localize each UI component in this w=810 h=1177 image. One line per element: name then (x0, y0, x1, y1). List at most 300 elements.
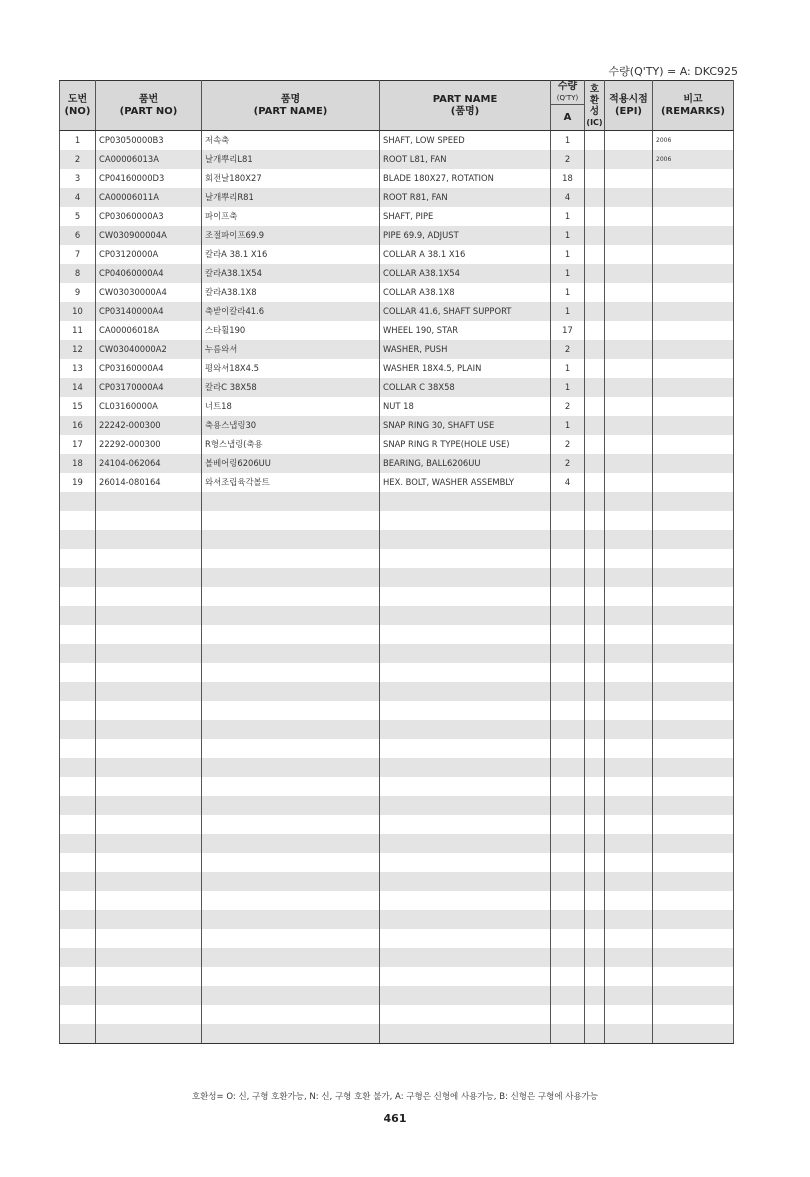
cell-part-name-ko: 칼라A38.1X8 (202, 283, 380, 302)
empty-cell (605, 530, 653, 549)
empty-cell (605, 815, 653, 834)
cell-remarks (653, 340, 734, 359)
empty-cell (585, 815, 605, 834)
empty-row (60, 492, 734, 511)
cell-epi (605, 169, 653, 188)
empty-cell (380, 948, 551, 967)
empty-cell (96, 606, 202, 625)
empty-cell (551, 644, 585, 663)
empty-cell (202, 986, 380, 1005)
cell-part-name-en: ROOT R81, FAN (380, 188, 551, 207)
cell-ic (585, 169, 605, 188)
empty-cell (60, 891, 96, 910)
empty-cell (202, 530, 380, 549)
cell-epi (605, 359, 653, 378)
empty-cell (653, 587, 734, 606)
empty-cell (605, 739, 653, 758)
empty-cell (380, 815, 551, 834)
cell-remarks (653, 321, 734, 340)
empty-cell (60, 739, 96, 758)
cell-part-name-en: SNAP RING 30, SHAFT USE (380, 416, 551, 435)
empty-cell (653, 853, 734, 872)
cell-remarks: 2006 (653, 150, 734, 169)
cell-remarks (653, 302, 734, 321)
empty-cell (96, 1005, 202, 1024)
cell-part-name-ko: 파이프축 (202, 207, 380, 226)
empty-cell (380, 739, 551, 758)
empty-cell (60, 625, 96, 644)
cell-no: 14 (60, 378, 96, 397)
empty-cell (653, 1024, 734, 1044)
cell-qty: 17 (551, 321, 585, 340)
empty-row (60, 663, 734, 682)
empty-cell (605, 929, 653, 948)
empty-cell (551, 568, 585, 587)
empty-cell (96, 701, 202, 720)
empty-cell (585, 1024, 605, 1044)
empty-cell (96, 986, 202, 1005)
empty-cell (605, 967, 653, 986)
empty-cell (380, 967, 551, 986)
empty-cell (380, 891, 551, 910)
cell-part-name-en: COLLAR C 38X58 (380, 378, 551, 397)
empty-cell (605, 549, 653, 568)
empty-cell (202, 663, 380, 682)
empty-cell (380, 758, 551, 777)
empty-cell (551, 872, 585, 891)
table-row (60, 283, 734, 302)
cell-epi (605, 226, 653, 245)
cell-part-name-en: BLADE 180X27, ROTATION (380, 169, 551, 188)
empty-cell (202, 739, 380, 758)
cell-qty: 2 (551, 340, 585, 359)
empty-cell (551, 910, 585, 929)
cell-ic (585, 416, 605, 435)
cell-part-no: CA00006011A (96, 188, 202, 207)
cell-qty: 1 (551, 226, 585, 245)
empty-cell (96, 815, 202, 834)
cell-part-name-en: WHEEL 190, STAR (380, 321, 551, 340)
cell-remarks (653, 473, 734, 492)
empty-cell (380, 606, 551, 625)
header-qty: 수량 (Q'TY) (551, 81, 585, 105)
empty-cell (551, 796, 585, 815)
empty-cell (551, 948, 585, 967)
cell-qty: 1 (551, 207, 585, 226)
cell-no: 11 (60, 321, 96, 340)
empty-row (60, 777, 734, 796)
empty-row (60, 701, 734, 720)
cell-no: 12 (60, 340, 96, 359)
empty-cell (380, 986, 551, 1005)
empty-cell (653, 511, 734, 530)
header-remarks: 비고 (REMARKS) (653, 81, 734, 131)
empty-cell (585, 777, 605, 796)
cell-part-name-ko: 날개뿌리L81 (202, 150, 380, 169)
empty-cell (380, 853, 551, 872)
cell-part-name-ko: 날개뿌리R81 (202, 188, 380, 207)
empty-cell (380, 568, 551, 587)
table-row (60, 245, 734, 264)
empty-cell (202, 1024, 380, 1044)
table-row (60, 131, 734, 151)
cell-ic (585, 454, 605, 473)
empty-cell (60, 910, 96, 929)
empty-cell (380, 834, 551, 853)
cell-part-no: CW030900004A (96, 226, 202, 245)
table-row (60, 188, 734, 207)
empty-cell (585, 872, 605, 891)
table-row (60, 397, 734, 416)
cell-no: 5 (60, 207, 96, 226)
empty-cell (202, 549, 380, 568)
empty-cell (605, 1024, 653, 1044)
cell-ic (585, 245, 605, 264)
cell-qty: 2 (551, 435, 585, 454)
empty-cell (96, 530, 202, 549)
cell-remarks (653, 283, 734, 302)
cell-no: 15 (60, 397, 96, 416)
empty-cell (60, 777, 96, 796)
empty-cell (653, 682, 734, 701)
empty-cell (380, 872, 551, 891)
empty-cell (96, 891, 202, 910)
cell-part-name-ko: 조절파이프69.9 (202, 226, 380, 245)
cell-part-no: 22292-000300 (96, 435, 202, 454)
table-row (60, 302, 734, 321)
empty-cell (551, 492, 585, 511)
empty-cell (605, 606, 653, 625)
cell-remarks (653, 378, 734, 397)
empty-cell (585, 644, 605, 663)
empty-cell (605, 986, 653, 1005)
empty-cell (585, 492, 605, 511)
empty-cell (605, 910, 653, 929)
cell-part-name-en: BEARING, BALL6206UU (380, 454, 551, 473)
cell-part-name-en: COLLAR A38.1X54 (380, 264, 551, 283)
empty-cell (585, 891, 605, 910)
empty-cell (653, 948, 734, 967)
cell-qty: 1 (551, 283, 585, 302)
cell-ic (585, 321, 605, 340)
empty-cell (551, 834, 585, 853)
table-row (60, 340, 734, 359)
empty-cell (551, 739, 585, 758)
table-row (60, 454, 734, 473)
cell-remarks (653, 245, 734, 264)
empty-cell (585, 796, 605, 815)
empty-row (60, 739, 734, 758)
cell-qty: 2 (551, 397, 585, 416)
empty-row (60, 815, 734, 834)
cell-part-name-ko: 누름와셔 (202, 340, 380, 359)
empty-cell (60, 815, 96, 834)
cell-qty: 2 (551, 454, 585, 473)
empty-cell (96, 758, 202, 777)
empty-cell (202, 948, 380, 967)
empty-cell (585, 720, 605, 739)
empty-cell (585, 606, 605, 625)
cell-remarks (653, 264, 734, 283)
empty-cell (605, 720, 653, 739)
empty-row (60, 891, 734, 910)
cell-no: 3 (60, 169, 96, 188)
table-row (60, 226, 734, 245)
empty-row (60, 948, 734, 967)
empty-cell (551, 720, 585, 739)
cell-epi (605, 378, 653, 397)
empty-row (60, 929, 734, 948)
empty-cell (202, 492, 380, 511)
empty-cell (60, 682, 96, 701)
cell-epi (605, 397, 653, 416)
empty-cell (380, 1005, 551, 1024)
cell-qty: 1 (551, 264, 585, 283)
empty-cell (653, 1005, 734, 1024)
empty-cell (60, 1005, 96, 1024)
empty-cell (380, 720, 551, 739)
empty-cell (551, 1005, 585, 1024)
cell-ic (585, 131, 605, 151)
cell-qty: 2 (551, 150, 585, 169)
empty-cell (96, 796, 202, 815)
empty-cell (96, 910, 202, 929)
cell-ic (585, 397, 605, 416)
cell-part-name-ko: 와셔조립육각볼트 (202, 473, 380, 492)
empty-cell (585, 587, 605, 606)
empty-cell (202, 967, 380, 986)
empty-cell (585, 758, 605, 777)
cell-no: 6 (60, 226, 96, 245)
empty-cell (96, 663, 202, 682)
cell-part-no: CP03160000A4 (96, 359, 202, 378)
cell-part-name-en: SNAP RING R TYPE(HOLE USE) (380, 435, 551, 454)
empty-cell (60, 587, 96, 606)
empty-cell (585, 910, 605, 929)
cell-ic (585, 264, 605, 283)
empty-cell (60, 967, 96, 986)
cell-qty: 1 (551, 131, 585, 151)
table-row (60, 264, 734, 283)
empty-cell (202, 568, 380, 587)
empty-cell (202, 1005, 380, 1024)
empty-cell (380, 1024, 551, 1044)
cell-epi (605, 207, 653, 226)
empty-cell (653, 872, 734, 891)
cell-no: 17 (60, 435, 96, 454)
empty-cell (202, 815, 380, 834)
empty-row (60, 986, 734, 1005)
empty-cell (605, 663, 653, 682)
empty-cell (96, 549, 202, 568)
cell-part-name-ko: 축받이칼라41.6 (202, 302, 380, 321)
empty-row (60, 606, 734, 625)
cell-epi (605, 416, 653, 435)
cell-part-no: CP04060000A4 (96, 264, 202, 283)
empty-cell (605, 777, 653, 796)
cell-remarks (653, 169, 734, 188)
empty-cell (96, 872, 202, 891)
empty-cell (605, 834, 653, 853)
empty-row (60, 967, 734, 986)
empty-cell (551, 777, 585, 796)
empty-row (60, 720, 734, 739)
empty-cell (60, 720, 96, 739)
cell-ic (585, 207, 605, 226)
cell-remarks (653, 188, 734, 207)
empty-cell (653, 967, 734, 986)
cell-epi (605, 283, 653, 302)
empty-cell (202, 758, 380, 777)
empty-cell (380, 682, 551, 701)
cell-ic (585, 359, 605, 378)
empty-cell (96, 511, 202, 530)
empty-cell (551, 986, 585, 1005)
empty-cell (60, 758, 96, 777)
cell-no: 1 (60, 131, 96, 151)
cell-part-no: CP03170000A4 (96, 378, 202, 397)
cell-ic (585, 473, 605, 492)
empty-cell (202, 587, 380, 606)
empty-cell (202, 834, 380, 853)
empty-cell (585, 568, 605, 587)
empty-cell (653, 492, 734, 511)
empty-cell (60, 701, 96, 720)
empty-cell (202, 625, 380, 644)
cell-part-name-ko: 칼라A38.1X54 (202, 264, 380, 283)
empty-cell (551, 682, 585, 701)
cell-epi (605, 245, 653, 264)
empty-cell (96, 720, 202, 739)
cell-qty: 1 (551, 359, 585, 378)
empty-cell (60, 492, 96, 511)
empty-cell (653, 815, 734, 834)
cell-remarks (653, 207, 734, 226)
empty-cell (551, 625, 585, 644)
qty-note: 수량(Q'TY) = A: DKC925 (608, 65, 738, 78)
empty-cell (380, 625, 551, 644)
empty-cell (380, 492, 551, 511)
empty-cell (96, 853, 202, 872)
cell-ic (585, 150, 605, 169)
cell-part-no: CP03050000B3 (96, 131, 202, 151)
empty-cell (380, 663, 551, 682)
cell-part-no: CA00006013A (96, 150, 202, 169)
empty-cell (96, 492, 202, 511)
empty-cell (96, 967, 202, 986)
empty-cell (605, 587, 653, 606)
empty-cell (96, 682, 202, 701)
cell-part-no: CL03160000A (96, 397, 202, 416)
empty-row (60, 872, 734, 891)
cell-part-name-ko: R형스냅링(축용 (202, 435, 380, 454)
empty-cell (202, 511, 380, 530)
empty-cell (60, 986, 96, 1005)
empty-cell (202, 929, 380, 948)
empty-cell (653, 644, 734, 663)
empty-cell (585, 701, 605, 720)
empty-cell (380, 796, 551, 815)
cell-part-no: CA00006018A (96, 321, 202, 340)
cell-part-name-en: SHAFT, LOW SPEED (380, 131, 551, 151)
cell-part-no: CW03030000A4 (96, 283, 202, 302)
empty-row (60, 625, 734, 644)
empty-cell (551, 758, 585, 777)
empty-cell (653, 530, 734, 549)
cell-qty: 4 (551, 188, 585, 207)
empty-cell (585, 739, 605, 758)
empty-cell (605, 701, 653, 720)
cell-qty: 4 (551, 473, 585, 492)
empty-cell (585, 1005, 605, 1024)
cell-part-name-en: COLLAR A38.1X8 (380, 283, 551, 302)
cell-remarks (653, 359, 734, 378)
cell-no: 19 (60, 473, 96, 492)
header-ic: 호환성 (IC) (585, 81, 605, 131)
cell-ic (585, 302, 605, 321)
empty-cell (605, 492, 653, 511)
empty-cell (380, 587, 551, 606)
empty-cell (96, 777, 202, 796)
cell-no: 18 (60, 454, 96, 473)
empty-cell (380, 511, 551, 530)
empty-cell (653, 796, 734, 815)
empty-cell (551, 967, 585, 986)
empty-cell (653, 777, 734, 796)
cell-epi (605, 435, 653, 454)
empty-cell (202, 891, 380, 910)
cell-remarks (653, 435, 734, 454)
empty-cell (380, 644, 551, 663)
empty-cell (653, 701, 734, 720)
empty-cell (96, 568, 202, 587)
empty-cell (380, 701, 551, 720)
cell-part-no: CW03040000A2 (96, 340, 202, 359)
empty-cell (551, 891, 585, 910)
cell-remarks (653, 454, 734, 473)
header-part-name-en: PART NAME (품명) (380, 81, 551, 131)
empty-cell (202, 777, 380, 796)
cell-part-name-ko: 저속축 (202, 131, 380, 151)
empty-cell (380, 549, 551, 568)
empty-cell (605, 568, 653, 587)
table-row (60, 416, 734, 435)
cell-remarks: 2006 (653, 131, 734, 151)
empty-cell (585, 682, 605, 701)
empty-cell (60, 663, 96, 682)
empty-cell (653, 549, 734, 568)
ic-footnote: 호환성= O: 신, 구형 호환가능, N: 신, 구형 호환 불가, A: 구형은 신형에 사용가능, B: 신형은 구형에 사용가능 (191, 1092, 599, 1102)
empty-cell (653, 910, 734, 929)
empty-row (60, 682, 734, 701)
page-number: 461 (383, 1112, 407, 1125)
empty-cell (60, 929, 96, 948)
cell-part-no: CP03140000A4 (96, 302, 202, 321)
cell-no: 4 (60, 188, 96, 207)
empty-cell (202, 644, 380, 663)
cell-part-name-ko: 평와셔18X4.5 (202, 359, 380, 378)
empty-row (60, 568, 734, 587)
empty-cell (60, 511, 96, 530)
cell-part-no: CP03060000A3 (96, 207, 202, 226)
empty-cell (653, 720, 734, 739)
cell-no: 10 (60, 302, 96, 321)
empty-cell (60, 1024, 96, 1044)
empty-cell (380, 777, 551, 796)
empty-cell (60, 796, 96, 815)
empty-cell (551, 587, 585, 606)
empty-cell (96, 948, 202, 967)
